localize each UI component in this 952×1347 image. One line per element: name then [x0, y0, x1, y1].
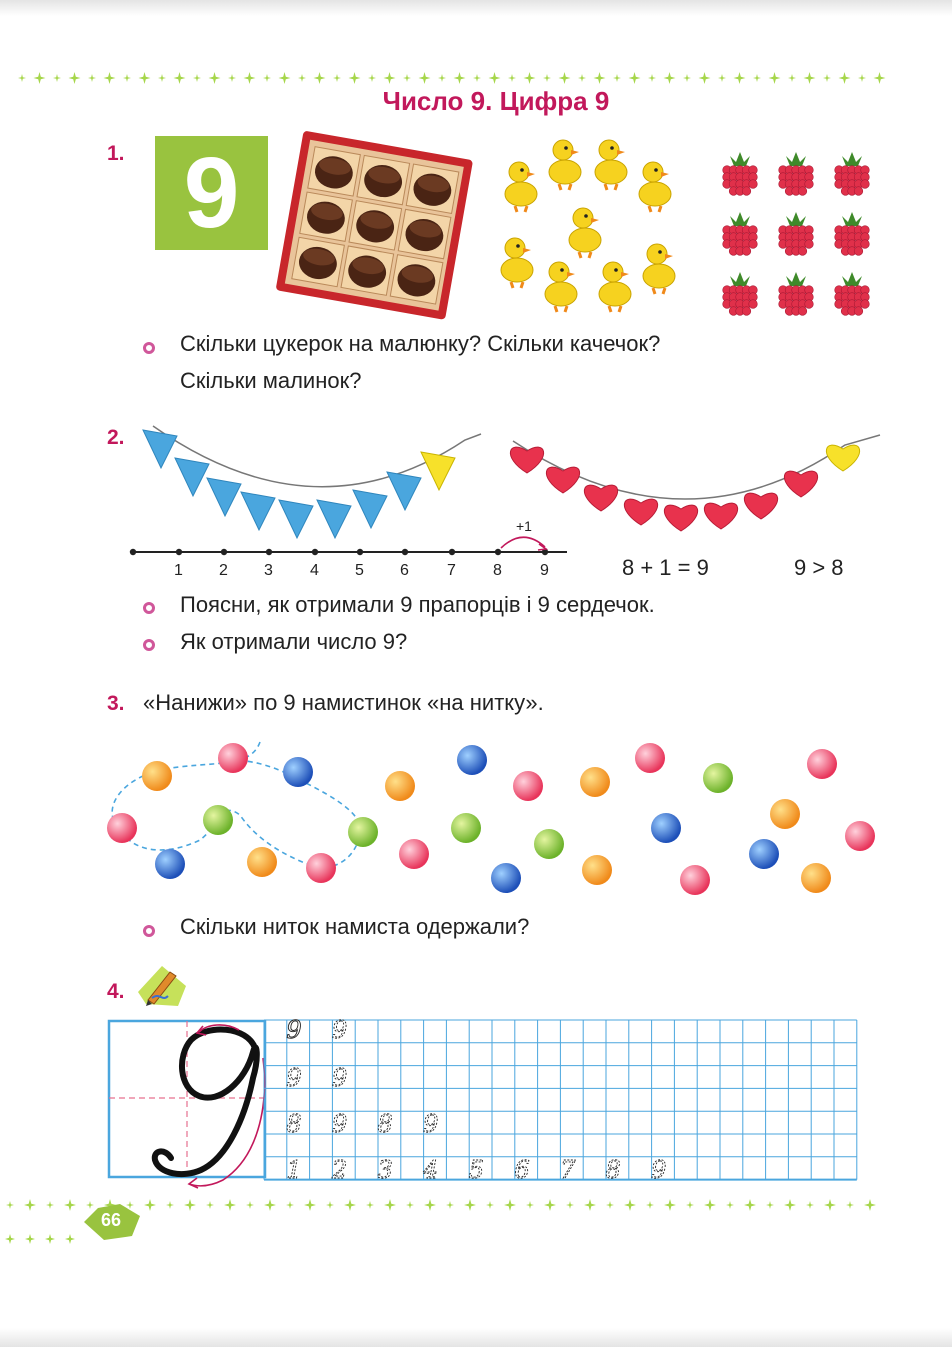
bead-icon: [651, 813, 681, 843]
bead-icon: [107, 813, 137, 843]
exercise-2-number: 2.: [107, 426, 125, 449]
star-icon: [5, 1234, 15, 1244]
exercise-1-number: 1.: [107, 142, 125, 165]
star-icon: [65, 1234, 75, 1244]
star-icon: [45, 1234, 55, 1244]
raspberry-icon: [723, 152, 758, 195]
exercise-2-question-2: Як отримали число 9?: [180, 629, 408, 654]
number-line-point: [449, 549, 455, 555]
bead-icon: [845, 821, 875, 851]
star-icon: [403, 74, 411, 82]
bullet-icon: [143, 925, 155, 937]
raspberry-icon: [835, 272, 870, 315]
number-line-point: [130, 549, 136, 555]
star-icon: [824, 1199, 836, 1211]
raspberry-icon: [723, 212, 758, 255]
exercise-3-task: «Нанижи» по 9 намистинок «на нитку».: [143, 690, 544, 715]
raspberry-icon: [779, 272, 814, 315]
number-line-label: 3: [264, 562, 273, 579]
duck-icon: [599, 262, 631, 312]
bead-icon: [801, 863, 831, 893]
number-line-point: [312, 549, 318, 555]
number-line-label: 6: [400, 562, 409, 579]
star-icon: [524, 72, 536, 84]
star-icon: [473, 74, 481, 82]
writing-grid: [264, 1018, 864, 1182]
star-icon: [368, 74, 376, 82]
star-icon: [846, 1201, 854, 1209]
star-icon: [858, 74, 866, 82]
star-icon: [559, 72, 571, 84]
star-icon: [526, 1201, 534, 1209]
page-number-badge: [80, 1202, 140, 1242]
exercise-1-question-1: Скільки цукерок на малюнку? Скільки качечок?: [180, 331, 661, 356]
number-line-point: [266, 549, 272, 555]
star-icon: [34, 72, 46, 84]
star-icon: [594, 72, 606, 84]
duck-icon: [595, 140, 627, 190]
star-icon: [419, 72, 431, 84]
star-icon: [718, 74, 726, 82]
tracing-digit: 9: [651, 1156, 667, 1184]
star-icon: [543, 74, 551, 82]
big-digit: 9: [183, 137, 240, 249]
bead-icon: [703, 763, 733, 793]
star-icon: [46, 1201, 54, 1209]
star-icon: [646, 1201, 654, 1209]
star-icon: [24, 1199, 36, 1211]
star-icon: [704, 1199, 716, 1211]
star-icon: [366, 1201, 374, 1209]
star-icon: [648, 74, 656, 82]
bead-icon: [399, 839, 429, 869]
page-bottom-shade: [0, 1328, 952, 1347]
star-icon: [454, 72, 466, 84]
beads-picture: [100, 730, 900, 900]
star-icon: [806, 1201, 814, 1209]
duck-icon: [549, 140, 581, 190]
bead-icon: [580, 767, 610, 797]
number-line-point: [402, 549, 408, 555]
star-icon: [726, 1201, 734, 1209]
bead-icon: [680, 865, 710, 895]
star-icon: [839, 72, 851, 84]
tracing-digit: 8: [286, 1110, 302, 1138]
star-icon: [734, 72, 746, 84]
page-top-shade: [0, 0, 952, 16]
star-icon: [406, 1201, 414, 1209]
star-icon: [246, 1201, 254, 1209]
raspberry-icon: [835, 152, 870, 195]
bead-icon: [348, 817, 378, 847]
sample-digit-box: [107, 1018, 277, 1188]
tracing-digit: 9: [286, 1064, 302, 1092]
flag-icon: [421, 452, 455, 490]
number-line-label: 5: [355, 562, 364, 579]
star-icon: [686, 1201, 694, 1209]
star-icon: [314, 72, 326, 84]
star-icon: [344, 1199, 356, 1211]
star-icon: [304, 1199, 316, 1211]
star-icon: [228, 74, 236, 82]
duck-icon: [569, 208, 601, 258]
comparison: 9 > 8: [794, 555, 844, 580]
tracing-digit: 3: [377, 1156, 393, 1184]
star-icon: [504, 1199, 516, 1211]
tracing-digit: 8: [605, 1156, 621, 1184]
bead-icon: [385, 771, 415, 801]
decorative-border-bottom: [0, 1195, 952, 1255]
number-line-label: 7: [447, 562, 456, 579]
heart-icon: [510, 447, 543, 473]
bead-icon: [155, 849, 185, 879]
exercise-3-number: 3.: [107, 692, 125, 715]
bead-icon: [142, 761, 172, 791]
star-icon: [263, 74, 271, 82]
star-icon: [158, 74, 166, 82]
bead-icon: [807, 749, 837, 779]
star-icon: [788, 74, 796, 82]
star-icon: [864, 1199, 876, 1211]
bead-icon: [451, 813, 481, 843]
heart-icon: [704, 503, 737, 529]
star-icon: [446, 1201, 454, 1209]
tracing-digit: 9: [331, 1064, 348, 1092]
star-icon: [144, 1199, 156, 1211]
star-icon: [486, 1201, 494, 1209]
star-icon: [193, 74, 201, 82]
star-icon: [244, 72, 256, 84]
duck-icon: [545, 262, 577, 312]
duck-icon: [501, 238, 533, 288]
star-icon: [298, 74, 306, 82]
bead-icon: [283, 757, 313, 787]
bead-icon: [457, 745, 487, 775]
tracing-digit: 9: [286, 1016, 302, 1044]
star-icon: [123, 74, 131, 82]
decorative-border-top: [0, 68, 952, 88]
flag-icon: [143, 430, 177, 468]
flag-icon: [175, 458, 209, 496]
bullet-icon: [143, 602, 155, 614]
star-icon: [566, 1201, 574, 1209]
page-title: Число 9. Цифра 9: [382, 86, 610, 116]
star-icon: [578, 74, 586, 82]
star-icon: [69, 72, 81, 84]
raspberries-picture: [712, 140, 882, 320]
star-icon: [584, 1199, 596, 1211]
raspberry-icon: [779, 152, 814, 195]
number-line-label: 9: [540, 562, 549, 579]
star-icon: [53, 74, 61, 82]
star-icon: [699, 72, 711, 84]
flag-icon: [387, 472, 421, 510]
tracing-digit: 1: [286, 1156, 302, 1184]
number-line-point: [495, 549, 501, 555]
star-icon: [664, 1199, 676, 1211]
star-icon: [64, 1199, 76, 1211]
star-icon: [139, 72, 151, 84]
duck-icon: [639, 162, 671, 212]
star-icon: [624, 1199, 636, 1211]
star-icon: [184, 1199, 196, 1211]
bead-icon: [306, 853, 336, 883]
star-icon: [286, 1201, 294, 1209]
raspberry-icon: [779, 212, 814, 255]
tracing-digit: 4: [423, 1156, 439, 1184]
number-line-point: [176, 549, 182, 555]
tracing-digit: 9: [331, 1110, 348, 1138]
star-icon: [264, 1199, 276, 1211]
number-line-label: 1: [174, 562, 183, 579]
star-icon: [784, 1199, 796, 1211]
star-icon: [424, 1199, 436, 1211]
heart-icon: [744, 493, 777, 519]
bead-icon: [749, 839, 779, 869]
number-line-label: 4: [310, 562, 319, 579]
star-icon: [629, 72, 641, 84]
tracing-digit: 2: [331, 1156, 348, 1184]
tracing-digit: 7: [559, 1156, 576, 1184]
star-icon: [25, 1234, 35, 1244]
bead-icon: [534, 829, 564, 859]
star-icon: [349, 72, 361, 84]
star-icon: [104, 72, 116, 84]
heart-icon: [546, 467, 579, 493]
star-icon: [753, 74, 761, 82]
pen-icon: [132, 962, 192, 1012]
star-icon: [804, 72, 816, 84]
number-line-point: [357, 549, 363, 555]
heart-icon: [784, 471, 817, 497]
star-icon: [438, 74, 446, 82]
star-icon: [174, 72, 186, 84]
number-line-step-label: +1: [516, 518, 532, 534]
number-line-point: [221, 549, 227, 555]
bullet-icon: [143, 342, 155, 354]
equation: 8 + 1 = 9: [622, 555, 709, 580]
heart-icon: [826, 445, 859, 471]
bullet-icon: [143, 639, 155, 651]
star-icon: [489, 72, 501, 84]
chocolate-box-picture: [268, 132, 478, 322]
star-icon: [224, 1199, 236, 1211]
tracing-digit: 5: [468, 1156, 485, 1184]
star-icon: [326, 1201, 334, 1209]
star-icon: [823, 74, 831, 82]
number-line-label: 8: [493, 562, 502, 579]
star-icon: [209, 72, 221, 84]
heart-icon: [664, 505, 697, 531]
star-icon: [88, 74, 96, 82]
bead-icon: [770, 799, 800, 829]
tracing-digit: 6: [514, 1156, 530, 1184]
exercise-4-number: 4.: [107, 980, 125, 1003]
bead-icon: [203, 805, 233, 835]
bead-icon: [582, 855, 612, 885]
star-icon: [606, 1201, 614, 1209]
star-icon: [384, 72, 396, 84]
exercise-1-question-2: Скільки малинок?: [180, 368, 362, 393]
star-icon: [664, 72, 676, 84]
ducks-picture: [493, 132, 693, 332]
star-icon: [744, 1199, 756, 1211]
star-icon: [613, 74, 621, 82]
star-icon: [874, 72, 886, 84]
raspberry-icon: [723, 272, 758, 315]
tracing-digit: 8: [377, 1110, 393, 1138]
heart-icon: [584, 485, 617, 511]
bead-icon: [491, 863, 521, 893]
star-icon: [166, 1201, 174, 1209]
flag-icon: [207, 478, 241, 516]
star-icon: [464, 1199, 476, 1211]
tracing-digit: 9: [331, 1016, 348, 1044]
star-icon: [508, 74, 516, 82]
exercise-3-question: Скільки ниток намиста одержали?: [180, 914, 530, 939]
number-line: [125, 515, 575, 575]
big-digit-card: [155, 136, 268, 250]
exercise-2-question-1: Поясни, як отримали 9 прапорців і 9 сердечок.: [180, 592, 655, 617]
star-icon: [384, 1199, 396, 1211]
star-icon: [18, 74, 26, 82]
bead-icon: [218, 743, 248, 773]
number-line-label: 2: [219, 562, 228, 579]
raspberry-icon: [835, 212, 870, 255]
star-icon: [333, 74, 341, 82]
bead-icon: [635, 743, 665, 773]
star-icon: [279, 72, 291, 84]
star-icon: [206, 1201, 214, 1209]
star-icon: [6, 1201, 14, 1209]
bead-icon: [513, 771, 543, 801]
duck-icon: [505, 162, 537, 212]
bead-icon: [247, 847, 277, 877]
tracing-digit: 9: [423, 1110, 439, 1138]
star-icon: [683, 74, 691, 82]
heart-icon: [624, 499, 657, 525]
duck-icon: [643, 244, 675, 294]
star-icon: [544, 1199, 556, 1211]
star-icon: [766, 1201, 774, 1209]
star-icon: [769, 72, 781, 84]
page-number: 66: [100, 1210, 122, 1230]
